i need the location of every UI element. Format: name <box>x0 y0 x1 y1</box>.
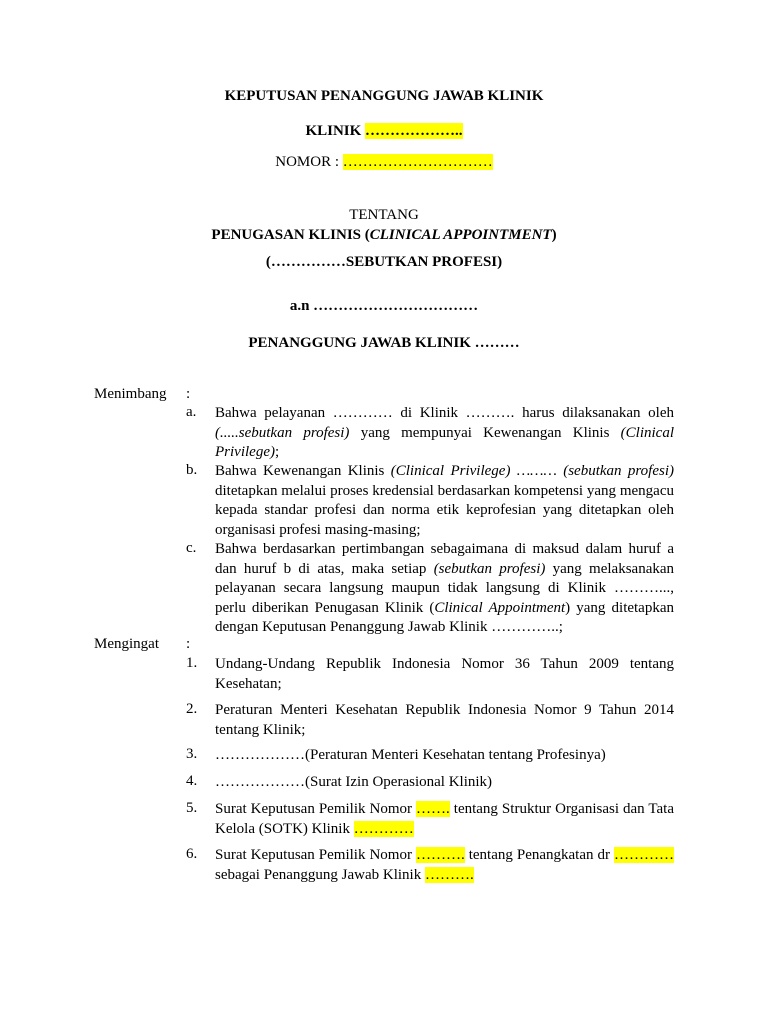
officer-line <box>0 335 768 352</box>
mengingat-label: Mengingat <box>94 636 159 652</box>
subject-prefix: PENUGASAN KLINIS ( <box>211 227 370 243</box>
menimbang-label: Menimbang <box>94 386 167 402</box>
document-title <box>0 88 768 105</box>
item-text: Bahwa berdasarkan pertimbangan sebagaimana di maksud dalam huruf a dan huruf b di atas, maka setiap (sebutkan profesi) yang melaksanakan pelayanan secara langsung maupun tidak langsung di Klinik ………..., perlu diberikan Penugasan Klinik (Clinical Appointment) yang ditetapkan dengan Keputusan Penanggung Jawab Klinik …………..; <box>215 541 675 635</box>
nomor-line <box>0 154 768 171</box>
item-marker: 1. <box>186 655 198 671</box>
subject-line <box>0 227 768 244</box>
subject-suffix: ) <box>551 227 557 243</box>
item-text: Bahwa Kewenangan Klinis (Clinical Privilege) ……… (sebutkan profesi) ditetapkan melalui proses kredensial berdasarkan kompetensi yang mengacu kepada standar profesi dan norma etik keprofesian yang ditetapkan oleh organisasi profesi masing-masing; <box>215 463 675 538</box>
item-text: Surat Keputusan Pemilik Nomor ………. tentang Penangkatan dr ………… sebagai Penanggung Jawab Klinik ………. <box>215 847 674 883</box>
subject-italic: CLINICAL APPOINTMENT <box>369 227 552 243</box>
item-marker: 3. <box>186 746 198 762</box>
title-text: KEPUTUSAN PENANGGUNG JAWAB KLINIK <box>224 88 544 104</box>
item-text: Surat Keputusan Pemilik Nomor ……. tentang Struktur Organisasi dan Tata Kelola (SOTK) Klinik ………… <box>215 801 674 837</box>
klinik-blank: ……………….. <box>365 123 463 139</box>
item-marker: 4. <box>186 773 198 789</box>
profession-text: (……………SEBUTKAN PROFESI) <box>265 254 503 270</box>
highlight-blank: ………. <box>415 847 465 863</box>
item-text: Bahwa pelayanan ………… di Klinik ………. harus dilaksanakan oleh (.....sebutkan profesi) yang mempunyai Kewenangan Klinis (Clinical Privilege); <box>215 405 674 460</box>
item-marker: a. <box>186 404 197 420</box>
nomor-blank: ………………………… <box>342 154 493 170</box>
item-text: ………………(Peraturan Menteri Kesehatan tentang Profesinya) <box>215 747 606 763</box>
highlight-blank: ………… <box>614 847 674 863</box>
tentang-text: TENTANG <box>349 207 419 223</box>
an-text: a.n …………………………… <box>289 298 479 314</box>
highlight-blank: ………… <box>353 820 414 837</box>
highlight-blank: ……. <box>416 801 450 817</box>
tentang-line <box>0 207 768 224</box>
item-marker: 5. <box>186 800 198 816</box>
item-marker: b. <box>186 462 198 478</box>
item-text: ………………(Surat Izin Operasional Klinik) <box>215 774 493 790</box>
item-marker: 6. <box>186 846 198 862</box>
officer-text: PENANGGUNG JAWAB KLINIK ……… <box>248 335 520 351</box>
item-marker: 2. <box>186 701 198 717</box>
menimbang-colon: : <box>186 386 191 402</box>
an-line <box>0 298 768 315</box>
item-text: Peraturan Menteri Kesehatan Republik Indonesia Nomor 9 Tahun 2014 tentang Klinik; <box>215 702 674 738</box>
profession-line <box>0 254 768 271</box>
nomor-label: NOMOR : <box>275 154 339 170</box>
klinik-line <box>0 123 768 140</box>
klinik-label: KLINIK <box>305 123 362 139</box>
item-marker: c. <box>186 540 197 556</box>
mengingat-colon: : <box>186 636 191 652</box>
highlight-blank: ………. <box>424 866 474 883</box>
item-text: Undang-Undang Republik Indonesia Nomor 36 Tahun 2009 tentang Kesehatan; <box>215 656 674 692</box>
